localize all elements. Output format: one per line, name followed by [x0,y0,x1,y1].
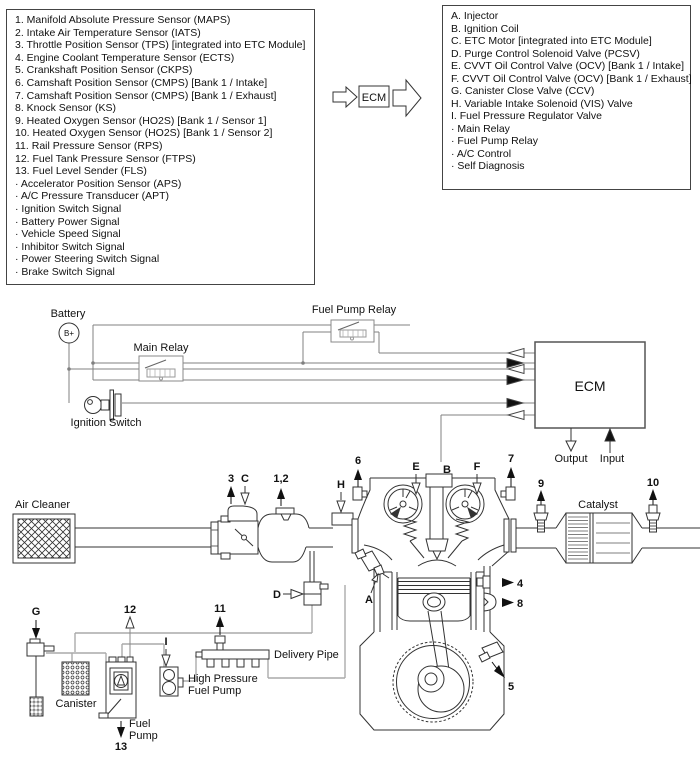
callout-ckps-arrow-icon [492,662,505,678]
callout-ocv-exhaust: F [473,461,481,473]
intake-duct [75,522,218,554]
callout-ocv-intake: E [412,461,420,473]
callout-ccv-arrow-icon [32,620,40,639]
callout-cmps-intake-arrow-icon [354,469,362,487]
callout-pcsv: D [273,589,281,601]
list-item: 13. Fuel Level Sender (FLS) [15,165,147,178]
air-cleaner-label: Air Cleaner [15,499,71,511]
callout-knock-arrow-icon [502,598,514,607]
knock-sensor [484,593,496,611]
list-item: B. Ignition Coil [451,22,519,35]
vis-valve [332,513,353,525]
list-item: I. Fuel Pressure Regulator Valve [451,110,602,122]
callout-vis: H [337,479,345,491]
cmps-intake-sensor [353,487,367,500]
list-item: 3. Throttle Position Sensor (TPS) [integrated into ETC Module] [15,39,306,52]
ignition-switch-label: Ignition Switch [70,417,142,429]
rps-sensor [215,636,225,650]
callout-vis-arrow-icon [337,492,345,512]
ecm-input-arrow-icon [507,399,523,408]
callout-ho2s-1-arrow-icon [537,490,545,505]
callout-regulator-arrow-icon [162,649,170,666]
fuel-pump-relay [331,320,374,342]
surge-tank [258,508,333,562]
callout-ftps: 12 [123,604,137,616]
list-item: · Power Steering Switch Signal [15,253,160,266]
ckps-sensor [479,642,503,662]
callout-fls: 13 [114,741,128,753]
flow-arrow-left-icon [333,87,357,107]
list-item: · Vehicle Speed Signal [15,228,121,241]
ecm-block-label: ECM [574,378,606,394]
list-item: D. Purge Control Solenoid Valve (PCSV) [451,47,640,60]
callout-ho2s-1: 9 [537,478,545,490]
fuel-evap-pipes [46,585,345,681]
callout-knock: 8 [516,598,524,610]
ignition-coil [426,474,452,559]
list-item: G. Canister Close Valve (CCV) [451,85,595,97]
etc-motor-housing [228,506,257,521]
delivery-pipe-label: Delivery Pipe [274,649,339,661]
list-item: 4. Engine Coolant Temperature Sensor (ECTS) [15,51,235,64]
list-item: H. Variable Intake Solenoid (VIS) Valve [451,97,633,110]
list-item: E. CVVT Oil Control Valve (OCV) [Bank 1 / Intake] [451,60,685,72]
fuel-pump-relay-label: Fuel Pump Relay [311,304,397,316]
pcsv-valve [304,582,328,605]
exhaust-pipe [504,513,700,563]
throttle-body [218,506,258,559]
callout-cmps-exhaust: 7 [507,453,515,465]
delivery-pipe [196,650,269,667]
ecm-output-arrow-icon [508,349,524,358]
purge-line [310,551,314,582]
callout-etc-motor-arrow-icon [241,486,249,504]
callout-tps: 3 [227,473,235,485]
list-item: 10. Heated Oxygen Sensor (HO2S) [Bank 1 / Sensor 2] [15,127,273,140]
list-item: 11. Rail Pressure Sensor (RPS) [15,139,163,152]
list-item: 8. Knock Sensor (KS) [15,102,116,115]
list-item: · Accelerator Position Sensor (APS) [15,177,182,190]
high-pressure-fuel-pump [160,667,183,696]
ecm-output-arrow-icon [508,411,524,420]
ignition-switch [85,390,122,420]
canister-label: Canister [55,698,97,710]
ecm-input-arrow-icon [507,376,523,385]
callout-regulator: I [164,636,168,648]
intake-flange [352,519,358,553]
list-item: F. CVVT Oil Control Valve (OCV) [Bank 1 / Exhaust] [451,72,692,85]
callout-tps-arrow-icon [227,486,235,504]
callout-ects: 4 [516,578,524,590]
list-item: C. ETC Motor [integrated into ETC Module] [451,35,652,47]
ecm-input-label: Input [599,453,625,465]
callout-fls-arrow-icon [117,721,125,738]
list-item: · Self Diagnosis [451,160,525,172]
callout-maps-iats: 1,2 [273,473,289,485]
air-cleaner [13,514,75,563]
ecm-flow-label: ECM [361,92,387,104]
ecm-output-label: Output [554,453,588,465]
callout-rps: 11 [214,603,226,615]
callout-ignition-coil: B [443,464,451,476]
input-sensor-list-box [6,9,315,285]
ecm-io-arrows [566,428,615,453]
callout-ho2s-2: 10 [646,477,660,489]
list-item: 2. Intake Air Temperature Sensor (IATS) [15,26,201,39]
callout-cmps-exhaust-arrow-icon [507,467,515,487]
canister [62,662,89,695]
list-item: · A/C Control [451,147,512,160]
callout-maps-arrow-icon [277,488,285,506]
list-item: · Brake Switch Signal [15,265,115,278]
injector [355,549,389,578]
callout-cmps-intake: 6 [354,455,362,467]
crankshaft [393,642,473,722]
callout-ftps-arrow-icon [126,617,134,660]
hp-pump-label-line1: High Pressure [188,673,258,685]
hp-pump-label-line2: Fuel Pump [188,685,242,697]
list-item: · Ignition Switch Signal [15,202,122,215]
ccv-valve [27,639,54,716]
list-item: 6. Camshaft Position Sensor (CMPS) [Bank 1 / Intake] [15,76,268,89]
list-item: 9. Heated Oxygen Sensor (HO2S) [Bank 1 / Sensor 1] [15,114,267,127]
callout-ho2s-2-arrow-icon [649,489,657,505]
input-arrow-icon [605,429,615,441]
battery-label: Battery [50,308,86,320]
callout-rps-arrow-icon [216,616,224,635]
callout-injector: A [365,594,373,606]
fuel-pump-label-line2: Pump [129,730,158,742]
callout-etc-motor: C [241,473,249,485]
list-item: · Inhibitor Switch Signal [15,240,125,253]
catalyst-label: Catalyst [578,499,618,511]
list-item: 7. Camshaft Position Sensor (CMPS) [Bank 1 / Exhaust] [15,89,277,102]
list-item: · Battery Power Signal [15,215,120,228]
cmps-exhaust-sensor [501,487,515,500]
battery-terminal-label: B+ [63,329,75,338]
ecm-signal-arrows [507,349,524,420]
list-item: · Main Relay [451,122,510,135]
output-actuator-list-box [442,5,691,190]
flow-arrow-right-icon [393,80,421,116]
fuel-tank [99,657,136,718]
fuel-pump-label-line1: Fuel [129,718,151,730]
callout-ccv: G [31,606,41,618]
list-item: · Fuel Pump Relay [451,135,538,147]
list-item: A. Injector [451,10,499,22]
list-item: 1. Manifold Absolute Pressure Sensor (MAPS) [15,14,231,26]
main-relay-label: Main Relay [133,342,189,354]
list-item: · A/C Pressure Transducer (APT) [15,190,170,203]
list-item: 5. Crankshaft Position Sensor (CKPS) [15,64,193,77]
ects-sensor [477,576,490,588]
callout-ects-arrow-icon [502,578,514,587]
list-item: 12. Fuel Tank Pressure Sensor (FTPS) [15,152,196,165]
output-arrow-icon [566,441,576,451]
main-relay [139,356,183,381]
callout-ckps: 5 [507,681,515,693]
callout-pcsv-arrow-icon [283,590,303,599]
